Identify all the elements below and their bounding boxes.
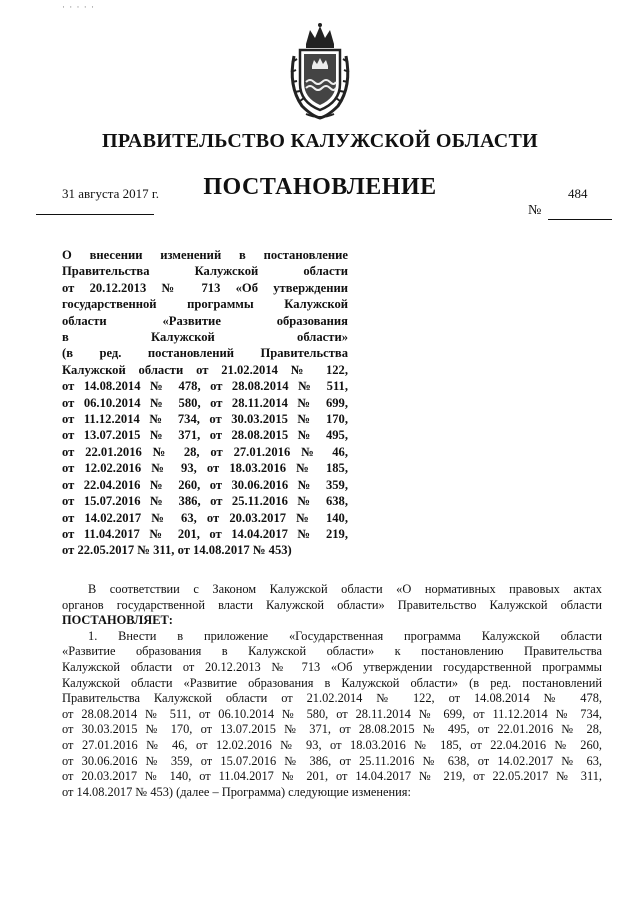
- subject-line: от 13.07.2015 № 371, от 28.08.2015 № 495,: [62, 428, 348, 443]
- coat-of-arms-icon: [284, 22, 356, 120]
- decree-subject: [62, 247, 348, 559]
- resolves-heading: ПОСТАНОВЛЯЕТ:: [62, 613, 173, 628]
- subject-line: Правительства Калужской области: [62, 264, 348, 279]
- subject-line: государственной программы Калужской: [62, 297, 348, 312]
- document-type-title: ПОСТАНОВЛЕНИЕ: [203, 174, 437, 200]
- item-line: от 30.03.2015 № 170, от 13.07.2015 № 371, от 28.08.2015 № 495, от 22.01.2016 № 28,: [62, 722, 602, 737]
- corner-mark: · · · · ·: [62, 2, 95, 12]
- number-sign: №: [528, 203, 542, 218]
- item-line: 1. Внести в приложение «Государственная программа Калужской области: [88, 628, 602, 643]
- item-line: от 28.08.2014 № 511, от 06.10.2014 № 580, от 28.11.2014 № 699, от 11.12.2014 № 734,: [62, 706, 602, 721]
- subject-line: от 11.12.2014 № 734, от 30.03.2015 № 170,: [62, 412, 348, 427]
- subject-line: от 20.12.2013 № 713 «Об утверждении: [62, 280, 348, 295]
- subject-line: от 11.04.2017 № 201, от 14.04.2017 № 219,: [62, 526, 348, 541]
- document-number: 484: [568, 186, 588, 201]
- subject-line: от 22.01.2016 № 28, от 27.01.2016 № 46,: [62, 444, 348, 459]
- subject-line: О внесении изменений в постановление: [62, 248, 348, 262]
- subject-line: от 15.07.2016 № 386, от 25.11.2016 № 638,: [62, 494, 348, 509]
- item-line: Правительства Калужской области от 21.02.2014 № 122, от 14.08.2014 № 478,: [62, 691, 602, 706]
- subject-line: в Калужской области»: [62, 330, 348, 345]
- item-line: от 27.01.2016 № 46, от 12.02.2016 № 93, от 18.03.2016 № 185, от 22.04.2016 № 260,: [62, 737, 602, 752]
- subject-line: от 14.08.2014 № 478, от 28.08.2014 № 511,: [62, 379, 348, 394]
- item-line: от 14.08.2017 № 453) (далее – Программа) следующие изменения:: [62, 784, 411, 799]
- item-line: Калужской области «Развитие образования в Калужской области» (в ред. постановлений: [62, 675, 602, 690]
- date-underline: [36, 214, 154, 215]
- subject-line: от 12.02.2016 № 93, от 18.03.2016 № 185,: [62, 461, 348, 476]
- document-date: 31 августа 2017 г.: [62, 186, 159, 201]
- item-line: «Развитие образования в Калужской области» к постановлению Правительства: [62, 644, 602, 659]
- subject-line: от 22.05.2017 № 311, от 14.08.2017 № 453): [62, 543, 292, 558]
- item-line: Калужской области от 20.12.2013 № 713 «Об утверждении государственной программы: [62, 659, 602, 674]
- government-title: ПРАВИТЕЛЬСТВО КАЛУЖСКОЙ ОБЛАСТИ: [102, 130, 538, 152]
- preamble-line: В соответствии с Законом Калужской области «О нормативных правовых актах: [88, 582, 602, 596]
- subject-line: области «Развитие образования: [62, 313, 348, 328]
- subject-line: от 22.04.2016 № 260, от 30.06.2016 № 359,: [62, 477, 348, 492]
- item-line: от 30.06.2016 № 359, от 15.07.2016 № 386, от 25.11.2016 № 638, от 14.02.2017 № 63,: [62, 753, 602, 768]
- preamble-line: органов государственной власти Калужской области» Правительство Калужской области: [62, 597, 602, 612]
- subject-line: от 06.10.2014 № 580, от 28.11.2014 № 699,: [62, 395, 348, 410]
- decree-body: [62, 582, 602, 800]
- subject-line: Калужской области от 21.02.2014 № 122,: [62, 362, 348, 377]
- number-underline: [548, 219, 612, 220]
- item-line: от 20.03.2017 № 140, от 11.04.2017 № 201, от 14.04.2017 № 219, от 22.05.2017 № 311,: [62, 769, 602, 784]
- subject-line: (в ред. постановлений Правительства: [62, 346, 348, 361]
- subject-line: от 14.02.2017 № 63, от 20.03.2017 № 140,: [62, 510, 348, 525]
